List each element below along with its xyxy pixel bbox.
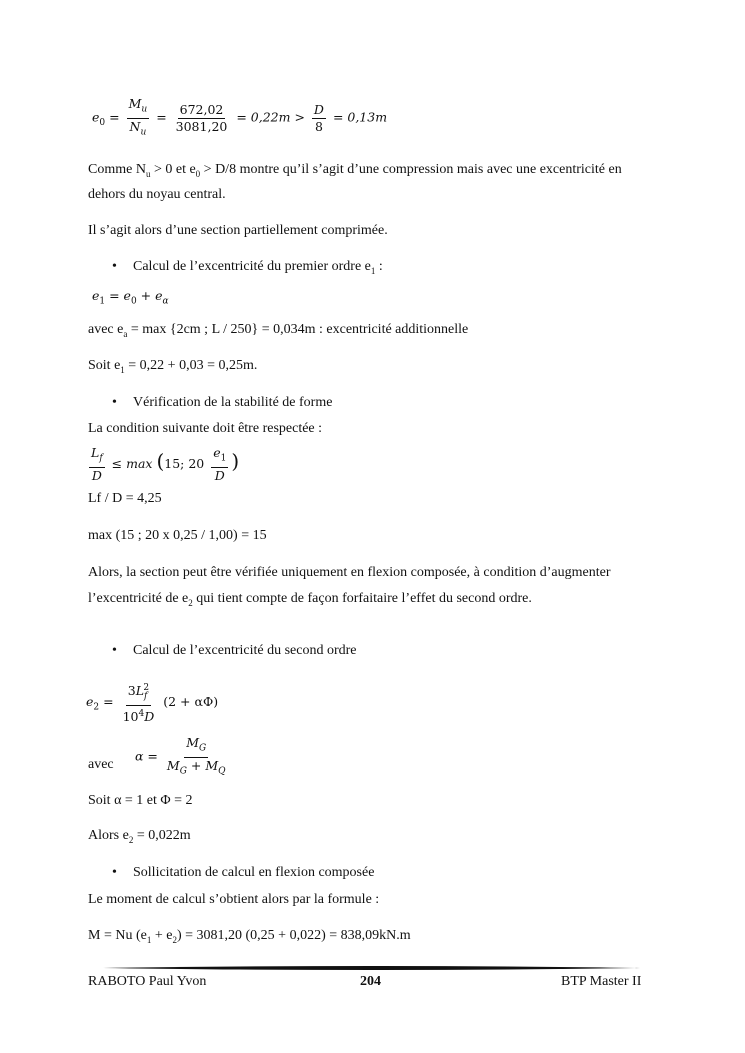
paragraph-section: Il s’agit alors d’une section partiellement comprimée. — [88, 223, 388, 238]
text: Alors e — [88, 828, 129, 843]
eq-subscript: α — [162, 296, 169, 307]
eq-value: 8 — [314, 118, 323, 134]
eq-subscript: G — [179, 766, 187, 776]
text: Soit e — [88, 358, 121, 373]
eq-symbol: e — [86, 693, 94, 709]
text: > 0 et e — [150, 162, 196, 177]
text: + e — [151, 928, 173, 943]
fraction-lf-d — [89, 446, 105, 483]
bullet-icon: • — [112, 865, 117, 880]
equation-e0: $e_0$ = $\frac{M_u}{N_u}$ = $\frac{672,02}{3081,20}$ = 0,22m > $\frac{D}{8}$ = 0,13m — [92, 96, 388, 137]
eq-text: + — [186, 757, 206, 773]
paragraph-compression — [88, 162, 622, 179]
subscript: 2 — [128, 834, 134, 845]
eq-symbol: D — [313, 101, 324, 117]
paragraph-condition: La condition suivante doit être respectée : — [88, 421, 323, 436]
paragraph-e1-value — [88, 358, 257, 375]
footer-course: BTP Master II — [561, 974, 642, 989]
fraction-mu-nu — [127, 97, 150, 139]
bullet-icon: • — [112, 259, 117, 274]
fraction-values — [174, 103, 230, 134]
eq-value: 10 — [122, 708, 139, 724]
text: Comme N — [88, 162, 146, 177]
eq-symbol: D — [144, 708, 155, 724]
eq-subscript: 0 — [130, 296, 137, 307]
eq-text: = 0,13m — [332, 109, 388, 125]
subscript: u — [145, 168, 151, 179]
eq-subscript: G — [199, 743, 207, 754]
bullet-first-order — [133, 259, 383, 276]
text: = 0,22 + 0,03 = 0,25m. — [124, 358, 258, 373]
paragraph-compression-line2: dehors du noyau central. — [88, 187, 226, 202]
eq-text: = — [103, 693, 114, 709]
bullet-stability: Vérification de la stabilité de forme — [133, 395, 333, 410]
eq-symbol: e — [213, 445, 221, 460]
eq-subscript: 1 — [99, 296, 106, 307]
eq-subscript: f — [99, 453, 103, 464]
eq-text: = 0,22m > — [236, 109, 305, 125]
eq-symbol: e — [92, 109, 100, 125]
eq-text: = e — [105, 288, 131, 303]
text: ) = 3081,20 (0,25 + 0,022) = 838,09kN.m — [176, 928, 411, 943]
eq-superscript: 4 — [138, 708, 145, 719]
text: qui tient compte de façon forfaitaire l’effet du second ordre. — [192, 591, 532, 606]
paragraph-alpha-phi: Soit α = 1 et Φ = 2 — [88, 793, 193, 808]
subscript: 0 — [195, 168, 201, 179]
eq-symbol: N — [129, 118, 141, 134]
eq-subscript: Q — [218, 766, 226, 776]
paragraph-moment-value — [88, 928, 411, 945]
footer-author: RABOTO Paul Yvon — [88, 974, 207, 989]
text: = max {2cm ; L / 250} = 0,034m : excentricité additionnelle — [127, 322, 469, 337]
text: : — [375, 259, 383, 274]
bullet-icon: • — [112, 395, 117, 410]
eq-value: 3081,20 — [175, 118, 228, 134]
paragraph-moment-intro: Le moment de calcul s’obtient alors par la formule : — [88, 892, 380, 907]
paragraph-flexion-line1: Alors, la section peut être vérifiée uniquement en flexion composée, à condition d’augmenter — [88, 565, 611, 580]
eq-symbol: e — [92, 288, 100, 303]
label-avec: avec — [88, 757, 114, 772]
equation-alpha — [135, 736, 231, 778]
paragraph-lf-d: Lf / D = 4,25 — [88, 491, 162, 506]
text: l’excentricité de e — [88, 591, 189, 606]
eq-symbol: M — [205, 757, 219, 773]
fraction-d-8 — [312, 103, 326, 134]
eq-symbol: M — [186, 735, 199, 750]
eq-symbol: D — [214, 467, 225, 483]
eq-symbol: D — [91, 467, 102, 483]
text: avec e — [88, 322, 124, 337]
subscript: 1 — [146, 934, 152, 945]
eq-symbol: L — [91, 445, 100, 460]
paragraph-flexion-line2 — [88, 591, 532, 608]
eq-text: α = — [135, 748, 158, 764]
eq-text: 15; 20 — [164, 455, 205, 471]
paragraph-e2-value — [88, 828, 191, 845]
text: Calcul de l’excentricité du premier ordre e — [133, 259, 371, 274]
subscript: 1 — [120, 364, 125, 375]
footer-divider — [103, 965, 640, 971]
subscript: a — [123, 328, 128, 339]
bullet-second-order: Calcul de l’excentricité du second ordre — [133, 643, 357, 658]
paragraph-ea — [88, 322, 468, 339]
bullet-solicitation: Sollicitation de calcul en flexion composée — [133, 865, 375, 880]
eq-symbol: M — [128, 96, 142, 111]
text: = 0,022m — [133, 828, 191, 843]
eq-subscript: u — [141, 104, 148, 115]
subscript: 2 — [188, 597, 193, 608]
eq-subscript: f — [144, 691, 148, 702]
eq-value: 672,02 — [179, 101, 224, 117]
eq-text: + e — [136, 288, 163, 303]
eq-subscript: u — [140, 127, 147, 137]
page-number: 204 — [360, 974, 381, 989]
equation-condition — [86, 446, 239, 483]
fraction-alpha — [165, 736, 228, 778]
eq-paren: ( — [156, 448, 165, 473]
eq-subscript: 1 — [220, 453, 227, 464]
text: M = Nu (e — [88, 928, 147, 943]
equation-e1 — [92, 288, 169, 307]
eq-symbol: M — [166, 757, 180, 773]
paragraph-max: max (15 ; 20 x 0,25 / 1,00) = 15 — [88, 528, 267, 543]
subscript: 1 — [370, 265, 376, 276]
fraction-e1-d — [211, 446, 228, 483]
text: > D/8 montre qu’il s’agit d’une compression mais avec une excentricité en — [200, 162, 622, 177]
bullet-icon: • — [112, 643, 117, 658]
eq-paren: ) — [231, 448, 240, 473]
eq-text: (2 + αΦ) — [163, 693, 219, 709]
eq-text: ≤ max — [111, 455, 153, 471]
equation-e2 — [86, 681, 218, 724]
eq-subscript: 2 — [93, 702, 100, 713]
fraction-e2: $\frac{3L_f^2}{10^4D}$ — [122, 683, 155, 724]
eq-subscript: 0 — [99, 118, 106, 128]
subscript: 2 — [172, 934, 177, 945]
eq-superscript: 2 — [143, 683, 150, 693]
